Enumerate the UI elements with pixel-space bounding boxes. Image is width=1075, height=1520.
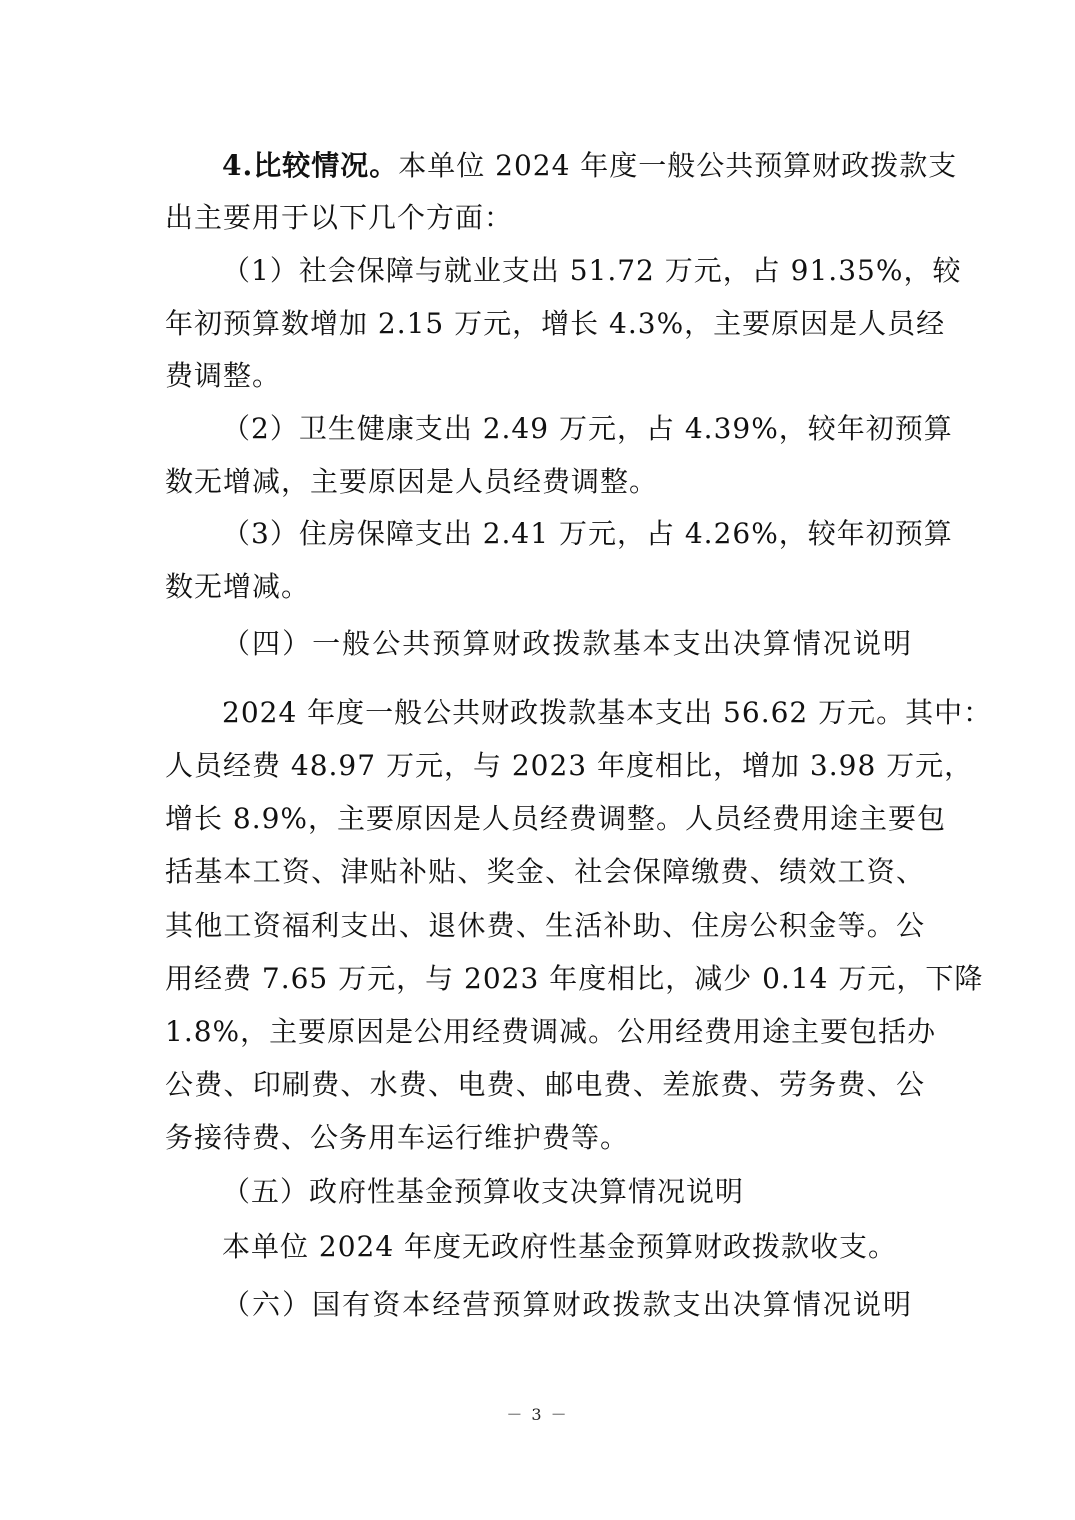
comparison-paragraph-line-2: 出主要用于以下几个方面：: [165, 201, 514, 234]
basic-expenditure-line-4: 括基本工资、津贴补贴、奖金、社会保障缴费、绩效工资、: [165, 855, 925, 888]
basic-expenditure-line-9: 务接待费、公务用车运行维护费等。: [165, 1121, 630, 1154]
comparison-paragraph-line-1: [222, 146, 958, 186]
housing-line-2: 数无增减。: [165, 570, 311, 603]
health-line-2: 数无增减，主要原因是人员经费调整。: [165, 465, 659, 498]
basic-expenditure-line-1: 2024 年度一般公共财政拨款基本支出 56.62 万元。其中：: [222, 696, 993, 729]
section-four-heading: （四）一般公共预算财政拨款基本支出决算情况说明: [222, 627, 912, 660]
basic-expenditure-line-8: 公费、印刷费、水费、电费、邮电费、差旅费、劳务费、公: [165, 1068, 925, 1101]
basic-expenditure-line-7: 1.8%，主要原因是公用经费调减。公用经费用途主要包括办: [165, 1015, 937, 1048]
social-security-line-1: （1）社会保障与就业支出 51.72 万元，占 91.35%，较: [222, 254, 962, 287]
section-five-heading: （五）政府性基金预算收支决算情况说明: [222, 1175, 745, 1208]
housing-line-1: （3）住房保障支出 2.41 万元，占 4.26%，较年初预算: [222, 517, 953, 550]
comparison-intro-text: 本单位 2024 年度一般公共预算财政拨款支: [398, 149, 958, 182]
basic-expenditure-line-5: 其他工资福利支出、退休费、生活补助、住房公积金等。公: [165, 909, 925, 942]
section-six-heading: （六）国有资本经营预算财政拨款支出决算情况说明: [222, 1288, 912, 1321]
basic-expenditure-line-6: 用经费 7.65 万元，与 2023 年度相比，减少 0.14 万元，下降: [165, 962, 984, 995]
basic-expenditure-line-3: 增长 8.9%，主要原因是人员经费调整。人员经费用途主要包: [165, 802, 947, 835]
comparison-heading: 4.比较情况。: [222, 149, 399, 182]
basic-expenditure-line-2: 人员经费 48.97 万元，与 2023 年度相比，增加 3.98 万元，: [165, 749, 974, 782]
social-security-line-2: 年初预算数增加 2.15 万元，增长 4.3%，主要原因是人员经: [165, 307, 946, 340]
social-security-line-3: 费调整。: [165, 359, 282, 392]
government-fund-statement: 本单位 2024 年度无政府性基金预算财政拨款收支。: [222, 1230, 898, 1263]
health-line-1: （2）卫生健康支出 2.49 万元，占 4.39%，较年初预算: [222, 412, 953, 445]
page-number: － 3 －: [506, 1405, 569, 1424]
